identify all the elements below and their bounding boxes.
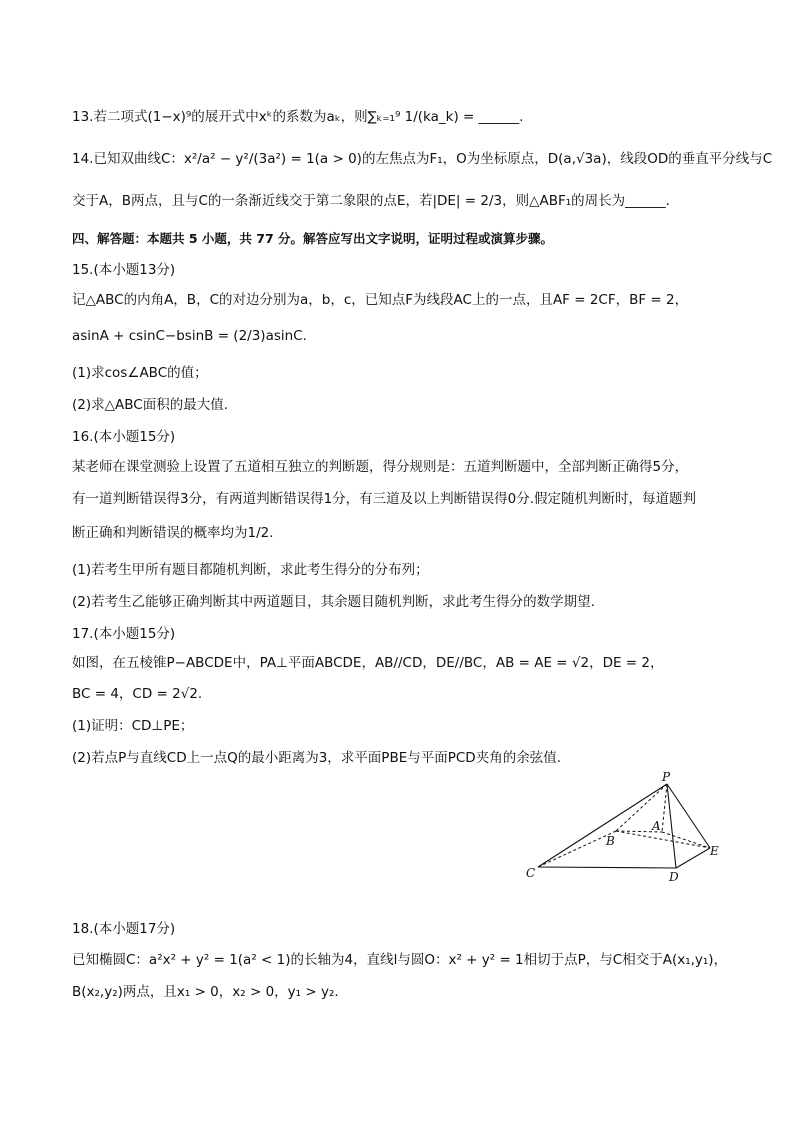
edge-PA: [662, 784, 667, 832]
q15-text1: 记△ABC的内角A，B，C的对边分别为a，b，c，已知点F为线段AC上的一点，且AF = 2CF，BF = 2，: [72, 292, 689, 308]
q17-text2: BC = 4，CD = 2√2.: [72, 686, 203, 702]
edge-BE: [616, 831, 710, 848]
edge-PC: [538, 784, 667, 867]
label-E: E: [710, 844, 719, 858]
edge-PD: [667, 784, 676, 868]
q16-part1: (1)若考生甲所有题目都随机判断，求此考生得分的分布列；: [72, 562, 429, 578]
q16-text1: 某老师在课堂测验上设置了五道相互独立的判断题，得分规则是：五道判断题中，全部判断正确得5分，: [72, 459, 689, 475]
q15-part1: (1)求cos∠ABC的值；: [72, 365, 208, 381]
q15-part2: (2)求△ABC面积的最大值.: [72, 397, 228, 413]
q16-part2: (2)若考生乙能够正确判断其中两道题目，其余题目随机判断，求此考生得分的数学期望.: [72, 594, 595, 610]
label-A: A: [652, 819, 661, 833]
q13-line: 13.若二项式(1−x)⁹的展开式中xᵏ的系数为aₖ，则∑ₖ₌₁⁹ 1/(ka_k) = ______.: [72, 109, 524, 125]
label-D: D: [669, 870, 679, 884]
q17-header: 17.(本小题15分): [72, 626, 176, 642]
edge-PE: [667, 784, 710, 848]
q18-header: 18.(本小题17分): [72, 921, 176, 937]
edge-CD: [538, 867, 676, 868]
q16-text3: 断正确和判断错误的概率均为1/2.: [72, 525, 274, 541]
q15-header: 15.(本小题13分): [72, 262, 176, 278]
q17-part1: (1)证明：CD⊥PE；: [72, 718, 194, 734]
q17-text1: 如图，在五棱锥P−ABCDE中，PA⊥平面ABCDE，AB//CD，DE//BC，AB = AE = √2，DE = 2，: [72, 655, 664, 671]
edge-BC: [538, 831, 616, 867]
q16-header: 16.(本小题15分): [72, 429, 176, 445]
label-B: B: [606, 834, 615, 848]
edge-AE: [662, 832, 710, 848]
q18-text1: 已知椭圆C：a²x² + y² = 1(a² < 1)的长轴为4，直线l与圆O：x² + y² = 1相切于点P，与C相交于A(x₁,y₁)，: [72, 952, 728, 968]
q15-text2: asinA + csinC−bsinB = (2/3)asinC.: [72, 328, 307, 344]
q14-line1: 14.已知双曲线C：x²/a² − y²/(3a²) = 1(a > 0)的左焦点为F₁，O为坐标原点，D(a,√3a)，线段OD的垂直平分线与C: [72, 151, 773, 167]
pyramid-figure: [522, 770, 722, 890]
q18-text2: B(x₂,y₂)两点，且x₁ > 0，x₂ > 0，y₁ > y₂.: [72, 984, 339, 1000]
section-heading: 四、解答题：本题共 5 小题，共 77 分。解答应写出文字说明，证明过程或演算步骤。: [72, 231, 554, 246]
q17-part2: (2)若点P与直线CD上一点Q的最小距离为3，求平面PBE与平面PCD夹角的余弦值.: [72, 750, 561, 766]
label-C: C: [526, 866, 536, 880]
q14-line2: 交于A，B两点，且与C的一条渐近线交于第二象限的点E，若|DE| = 2/3，则△ABF₁的周长为______.: [72, 193, 670, 209]
label-P: P: [662, 770, 671, 784]
q16-text2: 有一道判断错误得3分，有两道判断错误得1分，有三道及以上判断错误得0分.假定随机判断时，每道题判: [72, 491, 697, 507]
edge-DE: [676, 848, 710, 868]
